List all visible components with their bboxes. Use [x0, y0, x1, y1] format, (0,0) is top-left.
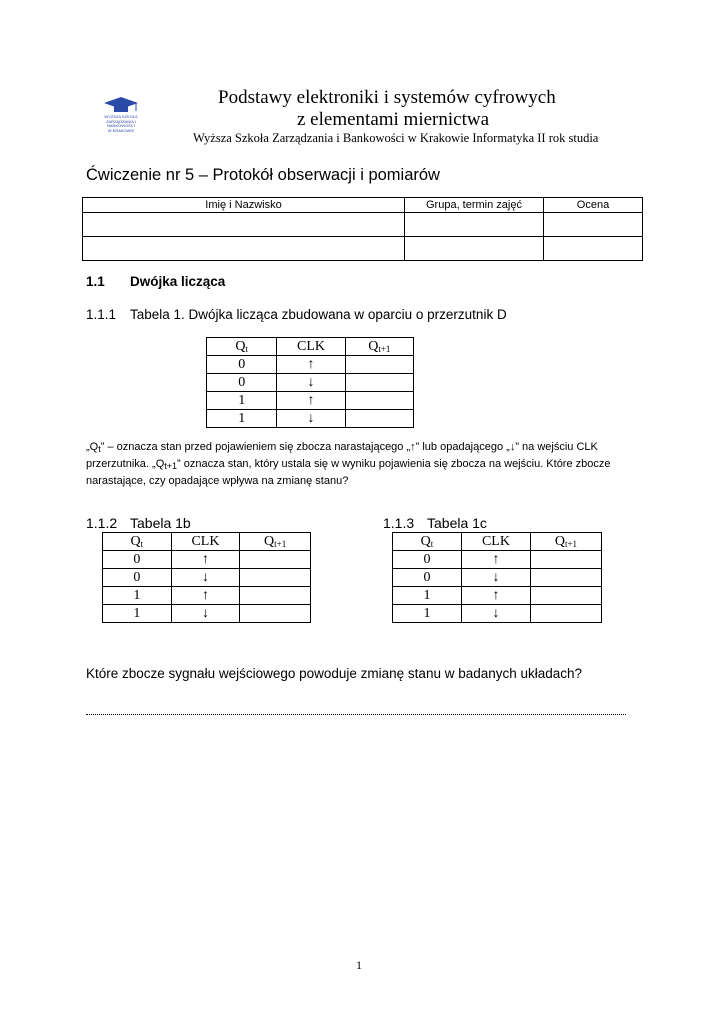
clk-edge-icon: ↑ — [171, 587, 240, 605]
qt-cell: 1 — [393, 605, 462, 623]
section-heading-1-1 — [86, 274, 225, 289]
qt1-cell[interactable] — [530, 587, 601, 605]
truth-table-row — [103, 569, 311, 587]
section-number: 1.1.3 — [383, 515, 415, 531]
truth-table-row — [207, 410, 414, 428]
truth-table-1c — [392, 532, 602, 623]
section-title: Tabela 1c — [427, 515, 487, 531]
clk-edge-icon: ↑ — [461, 551, 530, 569]
section-number: 1.1 — [86, 274, 105, 289]
qt1-cell[interactable] — [240, 605, 311, 623]
qt-header: $Q_t$ — [393, 533, 462, 551]
name-cell[interactable] — [83, 237, 405, 261]
qt-header: $Q_t$ — [207, 338, 277, 356]
qt-cell: 1 — [207, 392, 277, 410]
qt1-header: $Q_{t+1}$ — [530, 533, 601, 551]
page-number: 1 — [356, 958, 362, 972]
qt1-cell[interactable] — [345, 392, 413, 410]
qt1-cell[interactable] — [240, 551, 311, 569]
clk-edge-icon: ↓ — [277, 374, 345, 392]
qt1-cell[interactable] — [530, 569, 601, 587]
truth-table-row — [103, 587, 311, 605]
qt-cell: 0 — [103, 551, 172, 569]
qt1-cell[interactable] — [530, 605, 601, 623]
truth-table-header-row — [103, 533, 311, 551]
qt1-cell[interactable] — [530, 551, 601, 569]
qt-cell: 0 — [103, 569, 172, 587]
student-info-row — [83, 213, 643, 237]
clk-header: CLK — [461, 533, 530, 551]
school-logo — [96, 95, 146, 135]
clk-edge-icon: ↓ — [277, 410, 345, 428]
grade-cell[interactable] — [544, 237, 643, 261]
truth-table-1b — [102, 532, 311, 623]
section-title: Tabela 1. Dwójka licząca zbudowana w oparciu o przerzutnik D — [130, 307, 507, 322]
truth-table-row — [103, 551, 311, 569]
section-title: Tabela 1b — [130, 515, 191, 531]
logo-text: WYŻSZA SZKOŁA ZARZĄDZANIA I BANKOWOŚCI W KRAKOWIE — [104, 114, 138, 133]
truth-table-1 — [206, 337, 414, 428]
qt1-cell[interactable] — [345, 374, 413, 392]
truth-table-row — [393, 587, 602, 605]
name-cell[interactable] — [83, 213, 405, 237]
section-heading-1-1-3 — [383, 515, 487, 531]
truth-table-row — [207, 356, 414, 374]
clk-edge-icon: ↓ — [171, 569, 240, 587]
qt1-cell[interactable] — [345, 410, 413, 428]
section-heading-1-1-2 — [86, 515, 191, 531]
qt1-cell[interactable] — [240, 569, 311, 587]
clk-header: CLK — [171, 533, 240, 551]
truth-table-row — [393, 569, 602, 587]
truth-table-row — [207, 392, 414, 410]
group-header: Grupa, termin zajęć — [405, 198, 544, 213]
truth-table-row — [103, 605, 311, 623]
truth-table-row — [207, 374, 414, 392]
truth-table-header-row — [207, 338, 414, 356]
clk-edge-icon: ↑ — [461, 587, 530, 605]
clk-header: CLK — [277, 338, 345, 356]
name-header: Imię i Nazwisko — [83, 198, 405, 213]
truth-table-row — [393, 551, 602, 569]
clk-edge-icon: ↑ — [277, 356, 345, 374]
qt1-header: $Q_{t+1}$ — [240, 533, 311, 551]
qt-cell: 0 — [207, 356, 277, 374]
qt1-cell[interactable] — [240, 587, 311, 605]
qt1-cell[interactable] — [345, 356, 413, 374]
section-heading-1-1-1 — [86, 307, 507, 322]
document-subtitle: Wyższa Szkoła Zarządzania i Bankowości w Krakowie Informatyka II rok studia — [193, 131, 599, 145]
document-title-line1: Podstawy elektroniki i systemów cyfrowych — [218, 87, 556, 108]
section-title: Dwójka licząca — [130, 274, 226, 289]
qt1-header: $Q_{t+1}$ — [345, 338, 413, 356]
document-title-line2: z elementami miernictwa — [297, 109, 490, 130]
qt-cell: 1 — [207, 410, 277, 428]
section-number: 1.1.1 — [86, 307, 117, 322]
clk-edge-icon: ↓ — [171, 605, 240, 623]
truth-table-header-row — [393, 533, 602, 551]
student-info-table — [82, 197, 643, 261]
section-number: 1.1.2 — [86, 515, 118, 531]
exercise-title: Ćwiczenie nr 5 – Protokół obserwacji i pomiarów — [86, 166, 440, 184]
student-info-header-row — [83, 198, 643, 213]
qt-cell: 0 — [393, 551, 462, 569]
truth-table-row — [393, 605, 602, 623]
group-cell[interactable] — [405, 237, 544, 261]
qt-cell: 1 — [103, 605, 172, 623]
clk-edge-icon: ↑ — [171, 551, 240, 569]
group-cell[interactable] — [405, 213, 544, 237]
clk-edge-icon: ↑ — [277, 392, 345, 410]
answer-line[interactable] — [86, 706, 626, 715]
qt-cell: 0 — [393, 569, 462, 587]
explanation-note: $„Q_t$” – oznacza stan przed pojawieniem się zbocza narastającego „↑” lub opadającego „↓” na wejściu CLK przerzutnika. $„Q_{t+1}$” oznacza stan, który ustala się w wyniku pojawienia się zbocza na wejściu. Które zbocze narastające, czy opadające wpływa na zmianę stanu? — [86, 441, 611, 487]
grade-cell[interactable] — [544, 213, 643, 237]
qt-cell: 1 — [393, 587, 462, 605]
clk-edge-icon: ↓ — [461, 605, 530, 623]
qt-cell: 0 — [207, 374, 277, 392]
qt-cell: 1 — [103, 587, 172, 605]
student-info-row — [83, 237, 643, 261]
graduation-cap-icon — [96, 95, 146, 115]
grade-header: Ocena — [544, 198, 643, 213]
clk-edge-icon: ↓ — [461, 569, 530, 587]
question-text: Które zbocze sygnału wejściowego powoduje zmianę stanu w badanych układach? — [86, 666, 583, 681]
qt-header: $Q_t$ — [103, 533, 172, 551]
